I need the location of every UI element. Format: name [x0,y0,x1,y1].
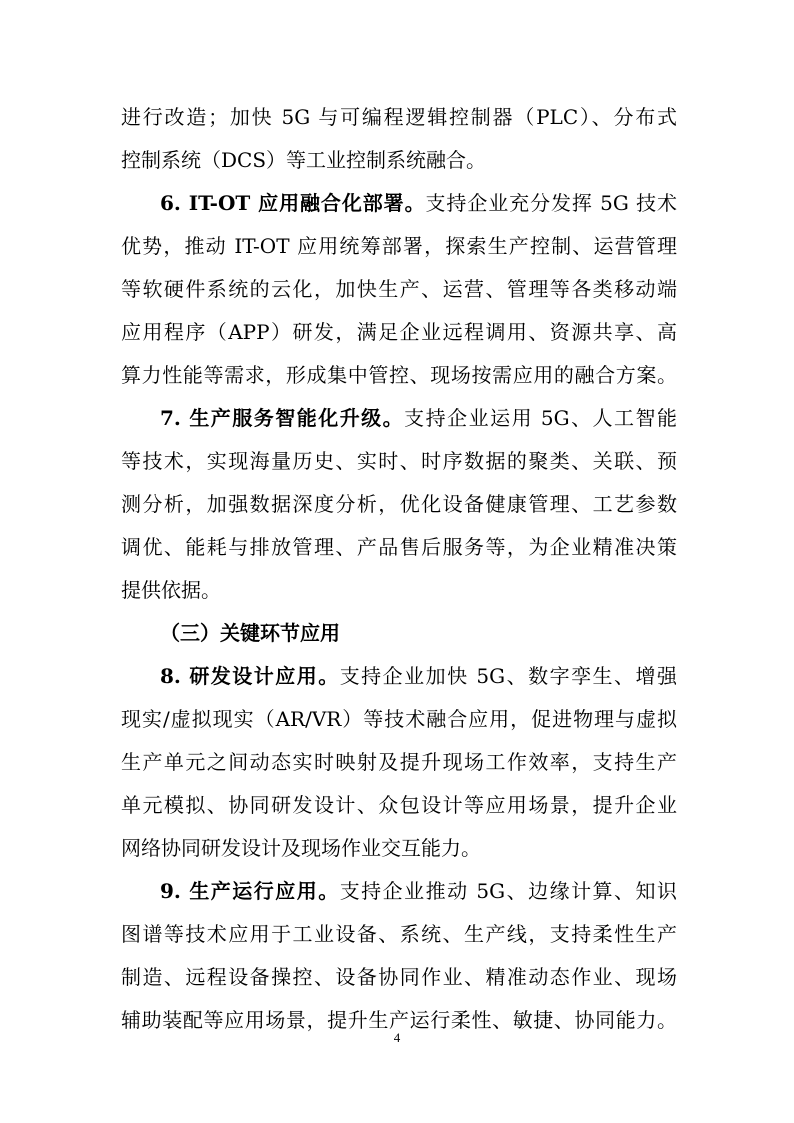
paragraph-8-heading: 8. 研发设计应用。 [160,664,340,688]
section-heading: （三）关键环节应用 [160,621,340,645]
body-line: 图谱等技术应用于工业设备、系统、生产线，支持柔性生产 [121,922,677,946]
paragraph-6-text: 支持企业充分发挥 5G 技术 [425,191,677,215]
paragraph-9-text: 支持企业推动 5G、边缘计算、知识 [339,879,677,903]
body-line: 网络协同研发设计及现场作业交互能力。 [121,836,481,860]
body-line: 制造、远程设备操控、设备协同作业、精准动态作业、现场 [121,965,677,989]
body-line: 提供依据。 [121,578,221,602]
paragraph-6-line-1 [160,190,677,216]
body-line: 进行改造；加快 5G 与可编程逻辑控制器（PLC）、分布式 [121,105,677,129]
body-line: 单元模拟、协同研发设计、众包设计等应用场景，提升企业 [121,793,677,817]
paragraph-8-text: 支持企业加快 5G、数字孪生、增强 [339,664,677,688]
body-line: 优势，推动 IT-OT 应用统筹部署，探索生产控制、运营管理 [121,234,677,258]
body-line: 现实/虚拟现实（AR/VR）等技术融合应用，促进物理与虚拟 [121,707,677,731]
body-line: 生产单元之间动态实时映射及提升现场工作效率，支持生产 [121,750,677,774]
paragraph-7-heading: 7. 生产服务智能化升级。 [160,406,405,430]
paragraph-9-line-1 [160,878,677,904]
body-line: 辅助装配等应用场景，提升生产运行柔性、敏捷、协同能力。 [121,1008,677,1032]
paragraph-7-text: 支持企业运用 5G、人工智能 [404,406,678,430]
body-line: 算力性能等需求，形成集中管控、现场按需应用的融合方案。 [121,363,677,387]
paragraph-7-line-1 [160,405,677,431]
paragraph-6-heading: 6. IT-OT 应用融合化部署。 [160,191,426,215]
page-number: 4 [393,1030,401,1045]
body-line: 调优、能耗与排放管理、产品售后服务等，为企业精准决策 [121,535,677,559]
paragraph-9-heading: 9. 生产运行应用。 [160,879,340,903]
paragraph-8-line-1 [160,663,677,689]
body-line: 测分析，加强数据深度分析，优化设备健康管理、工艺参数 [121,492,677,516]
body-line: 应用程序（APP）研发，满足企业远程调用、资源共享、高 [121,320,677,344]
body-line: 等软硬件系统的云化，加快生产、运营、管理等各类移动端 [121,277,677,301]
body-line: 等技术，实现海量历史、实时、时序数据的聚类、关联、预 [121,449,677,473]
body-line: 控制系统（DCS）等工业控制系统融合。 [121,148,487,172]
